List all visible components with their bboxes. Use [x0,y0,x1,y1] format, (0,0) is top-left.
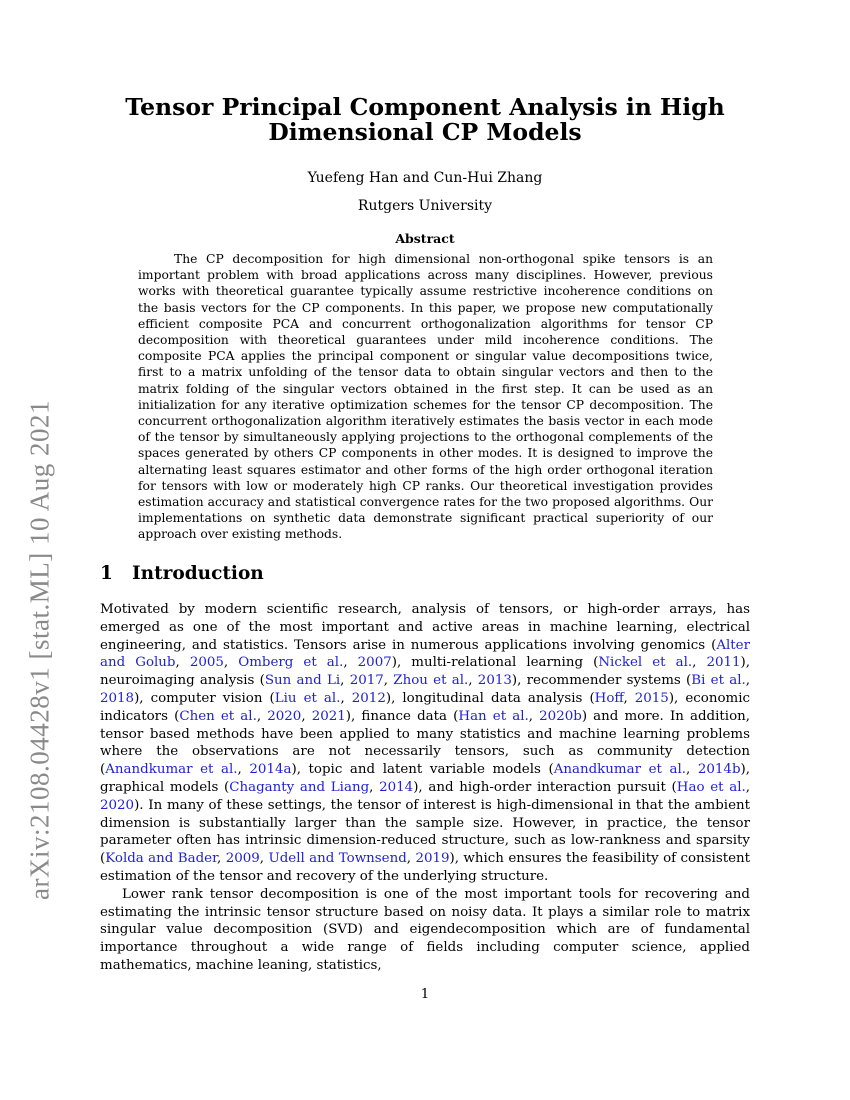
citation-link[interactable]: Liu et al. [274,690,341,706]
intro-text: ), neuroimaging analysis ( [100,655,750,689]
citation-link[interactable]: Sun and Li [264,673,341,689]
abstract-heading: Abstract [395,231,455,246]
section-number: 1 [100,563,113,584]
citation-link[interactable]: 2018 [100,690,135,706]
intro-text: , [259,851,269,867]
intro-text: , [468,673,478,689]
citation-link[interactable]: 2011 [706,655,741,671]
intro-text: , [406,851,416,867]
citation-link[interactable]: 2013 [477,673,512,689]
introduction-body [100,601,750,975]
citation-link[interactable]: 2007 [357,655,392,671]
intro-text: , [217,851,226,867]
intro-text: , [745,779,750,795]
intro-text: ), economic indicators ( [100,690,750,724]
intro-text: , [175,655,190,671]
intro-text: , [223,655,239,671]
citation-link[interactable]: Chaganty and Liang [229,779,370,795]
intro-text: ), multi-relational learning ( [391,655,599,671]
intro-text: , [256,708,268,724]
abstract-body: The CP decomposition for high dimensional non-orthogonal spike tensors is an important problem with broad applications across many disciplines. However, previous works with theoretical guarantee typically assume restrictive incoherence conditions on the basis vectors for the CP components. In this paper, we propose new computationally efficient composite PCA and concurrent orthogonalization algorithms for tensor CP decomposition with theoretical guarantees under mild incoherence conditions. The composite PCA applies the principal component or singular value decompositions twice, first to a matrix unfolding of the tensor data to obtain singular vectors and then to the matrix folding of the singular vectors obtained in the first step. It can be used as an initialization for any iterative optimization schemes for the tensor CP decomposition. The concurrent orthogonalization algorithm iteratively estimates the basis vector in each mode of the tensor by simultaneously applying projections to the orthogonal complements of the spaces generated by others CP components in other modes. It is designed to improve the alternating least squares estimator and other forms of the high order orthogonal iteration for tensors with low or moderately high CP ranks. Our theoretical investigation provides estimation accuracy and statistical convergence rates for the two proposed algorithms. Our implementations on synthetic data demonstrate significant practical superiority of our approach over existing methods. [138,252,713,542]
citation-link[interactable]: 2014a [249,762,292,778]
citation-link[interactable]: Hoff [594,690,624,706]
intro-text: , [383,673,394,689]
intro-text: , [528,708,540,724]
intro-text: ), graphical models ( [100,762,751,795]
intro-text: ), topic and latent variable models ( [291,762,554,778]
intro-text: ), finance data ( [345,708,459,724]
citation-link[interactable]: Anandkumar et al. [553,762,687,778]
intro-text: ), recommender systems ( [511,673,692,689]
intro-text: , [369,779,380,795]
intro-text: , [623,690,635,706]
citation-link[interactable]: 2020b [539,708,582,724]
citation-link[interactable]: Zhou et al. [393,673,469,689]
citation-link[interactable]: Bi et al. [691,673,746,689]
citation-link[interactable]: Hao et al. [676,779,746,795]
intro-text: ), and high-order interaction pursuit ( [413,779,677,795]
intro-text: ), which ensures the feasibility of consistent estimation of the tensor and recovery of the underlying structure. [100,851,751,884]
section-heading [100,563,264,584]
arxiv-identifier: arXiv:2108.04428v1 [stat.ML] 10 Aug 2021 [24,400,55,900]
intro-paragraph-1 [100,601,750,886]
paper-title: Tensor Principal Component Analysis in High Dimensional CP Models [125,93,725,146]
intro-text: , [686,762,698,778]
intro-paragraph-2: Lower rank tensor decomposition is one of the most important tools for recovering and estimating the intrinsic tensor structure based on noisy data. It plays a similar role to matrix singular value decomposition (SVD) and eigendecomposition which are of fundamental importance throughout a wide range of fields including computer science, applied mathematics, machine leaning, statistics, [100,886,750,973]
intro-text: ), longitudinal data analysis ( [385,690,595,706]
citation-link[interactable]: 2005 [189,655,224,671]
citation-link[interactable]: Alter and Golub [100,637,750,671]
citation-link[interactable]: Udell and Townsend [268,851,407,867]
citation-link[interactable]: Kolda and Bader [105,851,218,867]
citation-link[interactable]: 2012 [351,690,386,706]
intro-text: , [340,673,350,689]
citation-link[interactable]: 2014b [697,762,741,778]
citation-link[interactable]: 2019 [415,851,450,867]
citation-link[interactable]: 2014 [379,779,414,795]
citation-link[interactable]: 2017 [349,673,384,689]
citation-link[interactable]: 2009 [225,851,260,867]
intro-text: , [745,673,751,689]
intro-text: , [343,655,358,671]
intro-text: , [692,655,707,671]
citation-link[interactable]: Nickel et al. [598,655,693,671]
section-title: Introduction [132,563,264,584]
citation-link[interactable]: Omberg et al. [238,655,344,671]
intro-text: , [301,708,312,724]
citation-link[interactable]: 2020 [100,797,135,813]
citation-link[interactable]: Chen et al. [179,708,257,724]
citation-link[interactable]: Anandkumar et al. [105,762,238,778]
citation-link[interactable]: 2020 [267,708,302,724]
citation-link[interactable]: 2015 [634,690,669,706]
intro-text: , [237,762,250,778]
intro-text: ) and more. In addition, tensor based methods have been applied to many statistics and machine learning problems where the observations are not necessarily tensors, such as community detection ( [100,708,751,778]
page-number: 1 [420,987,430,1002]
affiliation: Rutgers University [357,198,493,214]
intro-text: ), computer vision ( [134,690,275,706]
citation-link[interactable]: Han et al. [458,708,529,724]
intro-text: , [340,690,352,706]
intro-text: ). In many of these settings, the tensor of interest is high-dimensional in that the ambient dimension is substantially larger than the sample size. However, in practice, the tensor parameter often has intrinsic dimension-reduced structure, such as low-rankness and sparsity ( [100,797,750,867]
citation-link[interactable]: 2021 [311,708,346,724]
intro-text: Motivated by modern scientific research, analysis of tensors, or high-order arrays, has emerged as one of the most important and active areas in machine learning, electrical engineering, and statistics. Tensors arise in numerous applications involving genomics ( [100,602,750,653]
authors: Yuefeng Han and Cun-Hui Zhang [307,170,543,186]
